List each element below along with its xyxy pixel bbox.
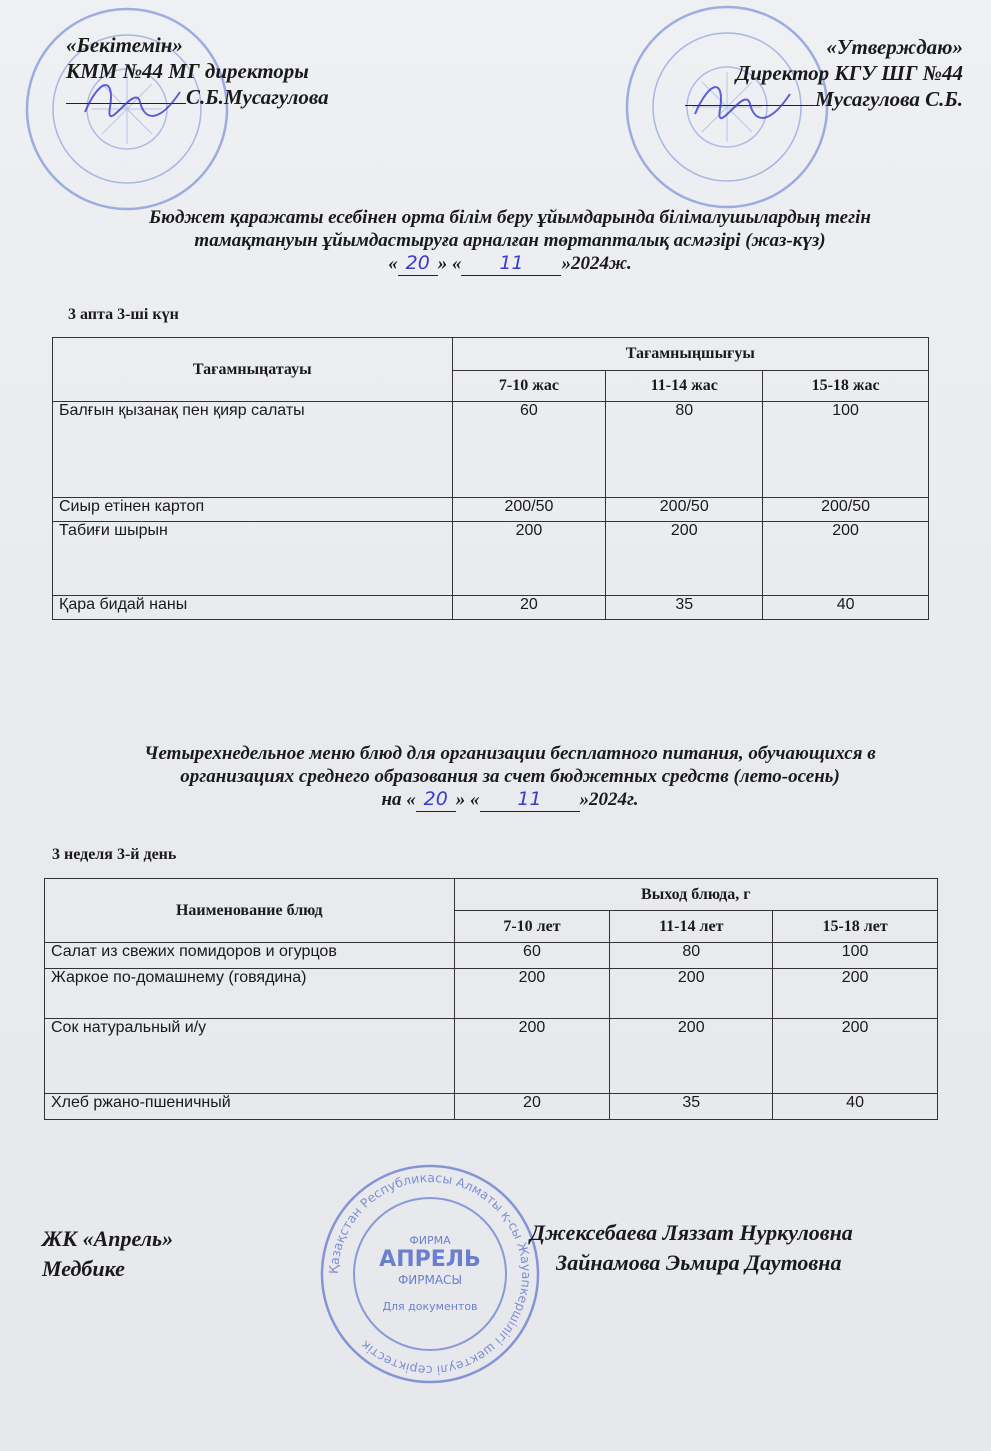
table-row (45, 943, 938, 969)
portion-value: 60 (454, 943, 610, 969)
kz-header-age-2: 11-14 жас (606, 371, 763, 402)
portion-value: 40 (773, 1094, 938, 1120)
kz-title-line1: Бюджет қаражаты есебінен орта білім беру ұйымдарында білімалушылардың тегін (149, 207, 871, 228)
stamp-center-main: АПРЕЛЬ (379, 1247, 481, 1272)
kz-date-line: « 20 » « 11 »2024ж. (388, 252, 632, 274)
portion-value: 200/50 (606, 498, 763, 522)
footer-name-2: Зайнамова Эьмира Даутовна (556, 1250, 842, 1275)
ru-date-prefix: на « (381, 789, 416, 810)
portion-value: 200/50 (763, 498, 929, 522)
portion-value: 200 (773, 1019, 938, 1094)
portion-value: 200 (763, 522, 929, 596)
table-row (45, 969, 938, 1019)
ru-header-dish-name: Наименование блюд (45, 879, 455, 943)
approval-left-heading: «Бекітемін» (66, 33, 183, 57)
kz-header-output: Тағамныңшығуы (452, 338, 928, 371)
kz-date-day: 20 (398, 252, 438, 276)
approval-right-heading: «Утверждаю» (826, 35, 963, 59)
ru-header-output: Выход блюда, г (454, 879, 937, 911)
portion-value: 200 (610, 1019, 773, 1094)
table-row (53, 498, 929, 522)
kz-menu-title (60, 206, 960, 276)
portion-value: 200 (452, 522, 606, 596)
ru-date-line: на « 20 » « 11 »2024г. (381, 788, 639, 810)
ru-date-day: 20 (416, 788, 456, 812)
kz-menu-table (52, 337, 929, 620)
stamp-ring-text: Қазақстан Республикасы Алматы қ-сы Жауапкершілігі шектеулі серіктестік (325, 1169, 535, 1379)
portion-value: 80 (610, 943, 773, 969)
kz-header-age-1: 7-10 жас (452, 371, 606, 402)
kz-header-dish-name: Тағамныңатауы (53, 338, 453, 402)
dish-name: Табиғи шырын (53, 522, 453, 596)
approval-left-name: С.Б.Мусагулова (186, 85, 329, 109)
stamp-center-top: ФИРМА (409, 1234, 451, 1247)
signature-left-mark (80, 72, 190, 132)
portion-value: 35 (610, 1094, 773, 1120)
dish-name: Балғын қызанақ пен қияр салаты (53, 402, 453, 498)
portion-value: 200 (454, 1019, 610, 1094)
dish-name: Қара бидай наны (53, 596, 453, 620)
approval-right-position: Директор КГУ ШГ №44 (735, 61, 963, 85)
portion-value: 200/50 (452, 498, 606, 522)
portion-value: 20 (452, 596, 606, 620)
footer-name-1: Джексебаева Ляззат Нуркуловна (530, 1220, 853, 1245)
approval-left-position: КММ №44 МГ директоры (66, 59, 309, 83)
portion-value: 80 (606, 402, 763, 498)
portion-value: 200 (606, 522, 763, 596)
portion-value: 200 (773, 969, 938, 1019)
ru-menu-title (60, 742, 960, 812)
stamp-center-sub: ФИРМАСЫ (397, 1273, 463, 1287)
portion-value: 20 (454, 1094, 610, 1120)
ru-title-line1: Четырехнедельное меню блюд для организации бесплатного питания, обучающихся в (144, 743, 876, 764)
kz-header-age-3: 15-18 жас (763, 371, 929, 402)
ru-week-day-label: 3 неделя 3-й день (52, 846, 177, 863)
footer-right-block (530, 1218, 853, 1278)
dish-name: Сок натуральный и/у (45, 1019, 455, 1094)
dish-name: Жаркое по-домашнему (говядина) (45, 969, 455, 1019)
ru-date-month: 11 (480, 788, 580, 812)
portion-value: 200 (610, 969, 773, 1019)
ru-date-year: »2024г. (579, 789, 639, 810)
approval-right-name: Мусагулова С.Б. (815, 87, 963, 111)
portion-value: 60 (452, 402, 606, 498)
ru-title-line2: организациях среднего образования за счет бюджетных средств (лето-осень) (180, 766, 840, 787)
dish-name: Хлеб ржано-пшеничный (45, 1094, 455, 1120)
kz-date-month: 11 (461, 252, 561, 276)
company-stamp-bottom (318, 1162, 542, 1386)
dish-name: Салат из свежих помидоров и огурцов (45, 943, 455, 969)
kz-title-line2: тамақтануын ұйымдастыруға арналған төртапталық асмәзірі (жаз-күз) (194, 230, 826, 251)
table-row (53, 596, 929, 620)
stamp-center-docs: Для документов (382, 1300, 478, 1313)
footer-company: ЖК «Апрель» (42, 1226, 174, 1251)
ru-header-age-1: 7-10 лет (454, 911, 610, 943)
kz-date-year: »2024ж. (561, 253, 632, 274)
portion-value: 100 (773, 943, 938, 969)
ru-menu-table (44, 878, 938, 1120)
ru-header-age-2: 11-14 лет (610, 911, 773, 943)
portion-value: 200 (454, 969, 610, 1019)
dish-name: Сиыр етінен картоп (53, 498, 453, 522)
portion-value: 40 (763, 596, 929, 620)
table-row (53, 522, 929, 596)
kz-week-day-label: 3 апта 3-ші күн (68, 306, 179, 323)
footer-role: Медбике (42, 1256, 125, 1281)
table-row (45, 1094, 938, 1120)
portion-value: 35 (606, 596, 763, 620)
portion-value: 100 (763, 402, 929, 498)
ru-header-age-3: 15-18 лет (773, 911, 938, 943)
table-row (45, 1019, 938, 1094)
signature-right-mark (690, 74, 800, 134)
table-row (53, 402, 929, 498)
footer-left-block (42, 1224, 173, 1284)
